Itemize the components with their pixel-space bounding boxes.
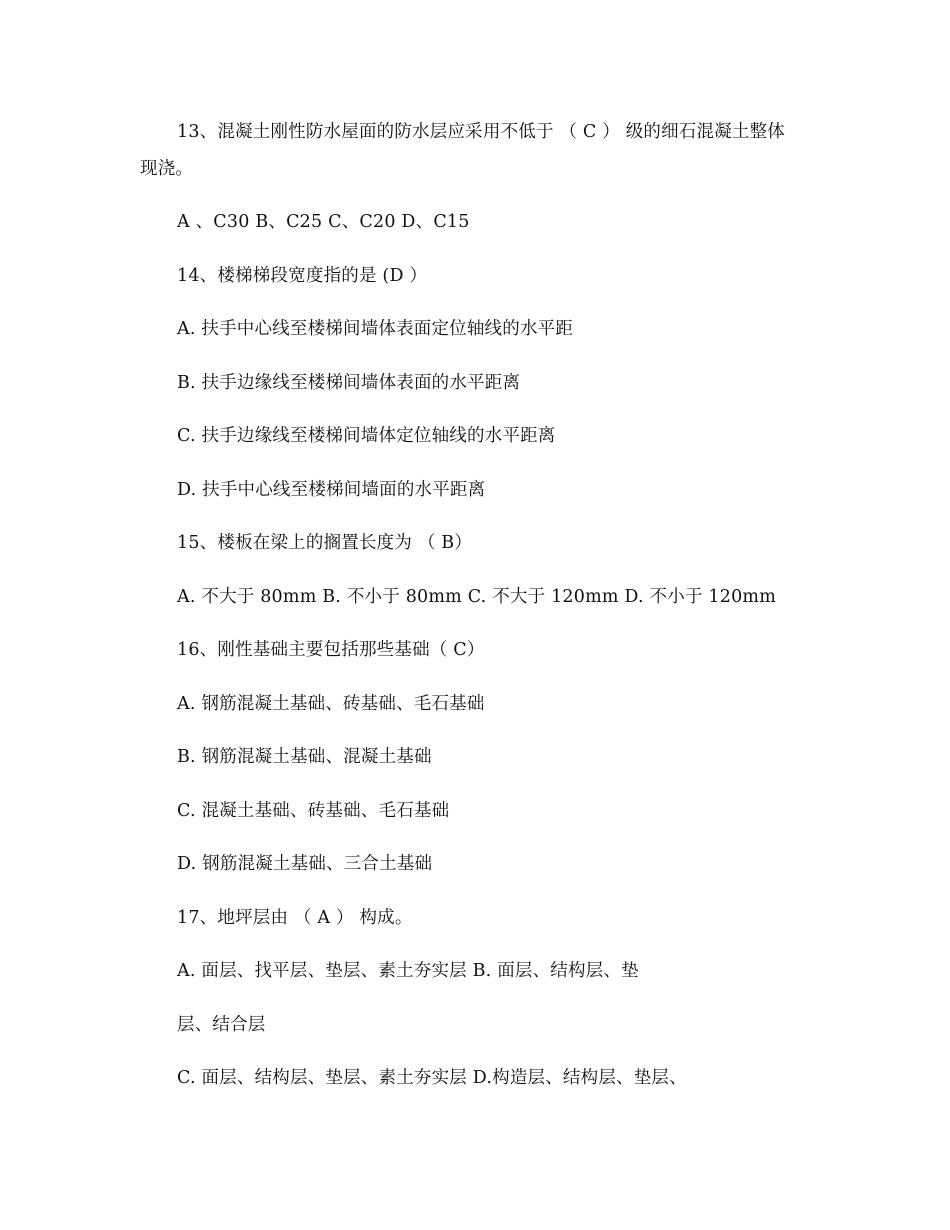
question-16-option-a: A. 钢筋混凝土基础、砖基础、毛石基础: [177, 694, 485, 714]
question-17-options-line-3: C. 面层、结构层、垫层、素土夯实层 D.构造层、结构层、垫层、: [177, 1068, 687, 1088]
question-17-options-line-1: A. 面层、找平层、垫层、素土夯实层 B. 面层、结构层、垫: [177, 961, 639, 981]
question-17-options-line-2: 层、结合层: [177, 1015, 266, 1035]
question-14-option-a: A. 扶手中心线至楼梯间墙体表面定位轴线的水平距: [177, 319, 574, 339]
question-14-text: 14、楼梯梯段宽度指的是 (D ）: [177, 266, 428, 286]
question-16-text: 16、刚性基础主要包括那些基础（ C）: [177, 640, 485, 660]
question-17-text: 17、地坪层由 （ A ） 构成。: [177, 908, 413, 928]
question-15-text: 15、楼板在梁上的搁置长度为 （ B）: [177, 533, 473, 553]
question-13-options: A 、C30 B、C25 C、C20 D、C15: [177, 212, 470, 232]
question-16-option-b: B. 钢筋混凝土基础、混凝土基础: [177, 747, 432, 767]
question-14-option-d: D. 扶手中心线至楼梯间墙面的水平距离: [177, 480, 486, 500]
question-13-text-continued: 现浇。: [140, 159, 194, 179]
question-16-option-d: D. 钢筋混凝土基础、三合土基础: [177, 854, 433, 874]
question-14-option-b: B. 扶手边缘线至楼梯间墙体表面的水平距离: [177, 373, 521, 393]
question-16-option-c: C. 混凝土基础、砖基础、毛石基础: [177, 801, 450, 821]
question-14-option-c: C. 扶手边缘线至楼梯间墙体定位轴线的水平距离: [177, 426, 556, 446]
question-13-text: 13、混凝土刚性防水屋面的防水层应采用不低于 （ C ） 级的细石混凝土整体: [177, 122, 786, 142]
question-15-options: A. 不大于 80mm B. 不小于 80mm C. 不大于 120mm D. 不小于 120mm: [177, 587, 777, 607]
